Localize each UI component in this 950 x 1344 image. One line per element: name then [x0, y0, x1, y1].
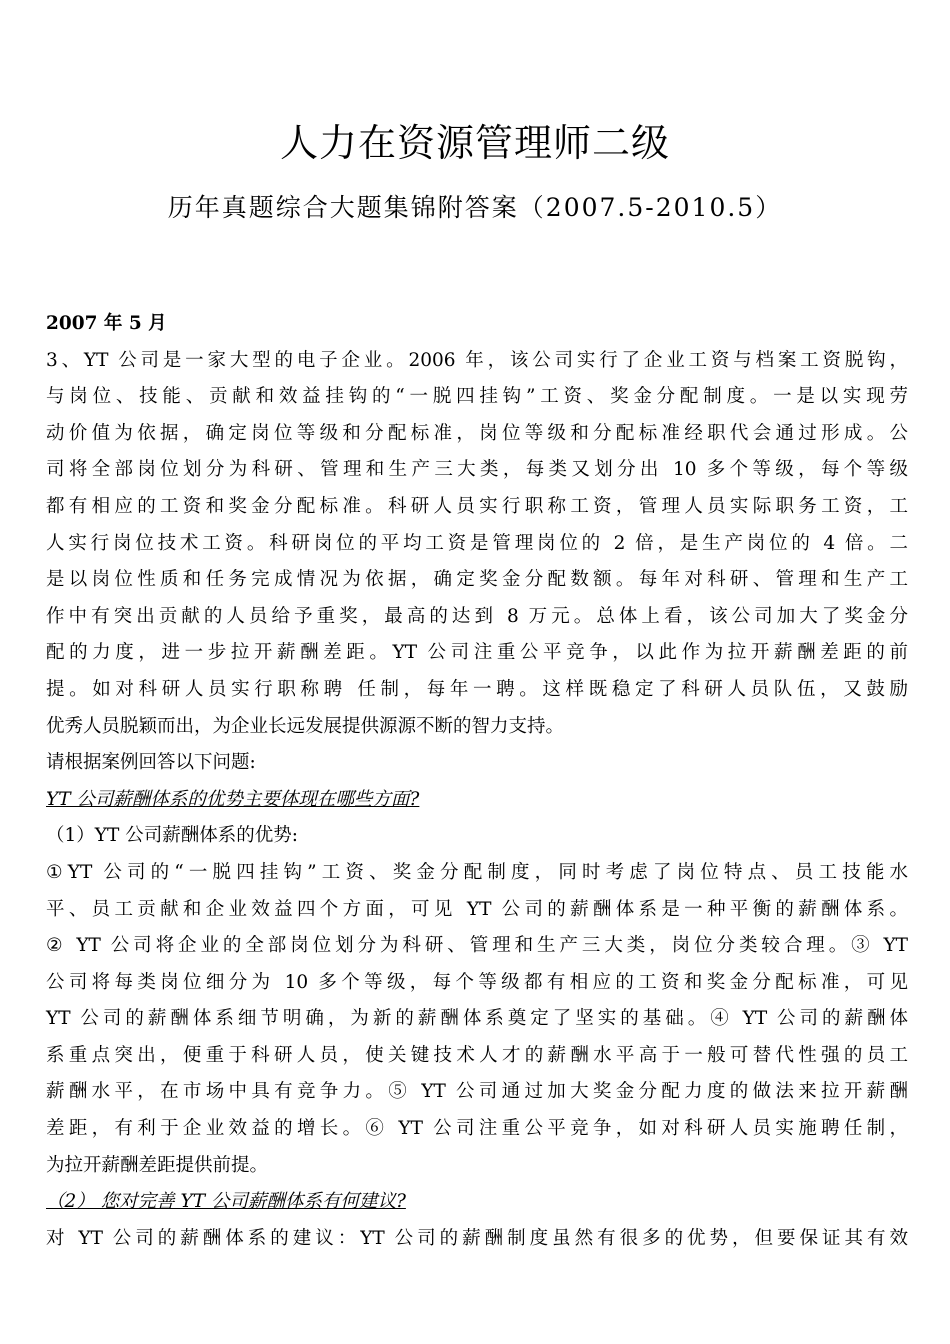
question-2: （2） 您对完善 YT 公司薪酬体系有何建议? [46, 1191, 406, 1213]
answer-1-line: 公司将每类岗位细分为 10 多个等级，每个等级都有相应的工资和奖金分配标准，可见 [46, 971, 908, 993]
case-line: 与岗位、技能、贡献和效益挂钩的“一脱四挂钩”工资、奖金分配制度。一是以实现劳 [46, 386, 908, 408]
document-subtitle: 历年真题综合大题集锦附答案（2007.5-2010.5） [167, 193, 783, 222]
case-line: 人实行岗位技术工资。科研岗位的平均工资是管理岗位的 2 倍，是生产岗位的 4 倍。二 [46, 532, 908, 554]
answer-1-line: 平、员工贡献和企业效益四个方面，可见 YT 公司的薪酬体系是一种平衡的薪酬体系。 [46, 898, 908, 920]
case-line: 都有相应的工资和奖金分配标准。科研人员实行职称工资，管理人员实际职务工资，工 [46, 495, 908, 517]
section-heading: 2007 年 5 月 [46, 313, 167, 334]
case-line: 优秀人员脱颖而出，为企业长远发展提供源源不断的智力支持。 [46, 715, 565, 737]
document-body [46, 306, 908, 1257]
answer-1-line: 系重点突出，便重于科研人员，使关键技术人才的薪酬水平高于一般可替代性强的员工 [46, 1044, 908, 1066]
answer-1-line: 薪酬水平，在市场中具有竞争力。⑤ YT 公司通过加大奖金分配力度的做法来拉开薪酬 [46, 1081, 908, 1103]
document-title: 人力在资源管理师二级 [279, 121, 670, 165]
case-line: 动价值为依据，确定岗位等级和分配标准，岗位等级和分配标准经职代会通过形成。公 [46, 422, 908, 444]
answer-1-line: ①YT 公司的“一脱四挂钩”工资、奖金分配制度，同时考虑了岗位特点、员工技能水 [46, 861, 908, 883]
question-prompt: 请根据案例回答以下问题: [46, 752, 256, 774]
answer-1-line: 为拉开薪酬差距提供前提。 [46, 1154, 269, 1176]
case-line: 是以岗位性质和任务完成情况为依据，确定奖金分配数额。每年对科研、管理和生产工 [46, 569, 908, 591]
answer-1-line: YT 公司的薪酬体系细节明确，为新的薪酬体系奠定了坚实的基础。④ YT 公司的薪酬体 [46, 1008, 908, 1030]
question-1: YT 公司薪酬体系的优势主要体现在哪些方面? [46, 788, 420, 810]
case-line: 作中有突出贡献的人员给予重奖，最高的达到 8 万元。总体上看，该公司加大了奖金分 [46, 605, 908, 627]
case-line: 司将全部岗位划分为科研、管理和生产三大类，每类又划分出 10 多个等级，每个等级 [46, 459, 908, 481]
answer-1-line: ② YT 公司将企业的全部岗位划分为科研、管理和生产三大类，岗位分类较合理。③ YT [46, 935, 908, 957]
answer-1-line: 差距，有利于企业效益的增长。⑥ YT 公司注重公平竞争，如对科研人员实施聘任制， [46, 1118, 908, 1140]
answer-2-line: 对 YT 公司的薪酬体系的建议：YT 公司的薪酬制度虽然有很多的优势，但要保证其有效 [46, 1227, 908, 1249]
answer-1-heading: （1）YT 公司薪酬体系的优势: [46, 825, 298, 847]
case-line: 3、YT 公司是一家大型的电子企业。2006 年，该公司实行了企业工资与档案工资脱钩， [46, 349, 908, 371]
case-line: 提。如对科研人员实行职称聘 任制，每年一聘。这样既稳定了科研人员队伍，又鼓励 [46, 678, 908, 700]
case-line: 配的力度，进一步拉开薪酬差距。YT 公司注重公平竞争，以此作为拉开薪酬差距的前 [46, 642, 908, 664]
